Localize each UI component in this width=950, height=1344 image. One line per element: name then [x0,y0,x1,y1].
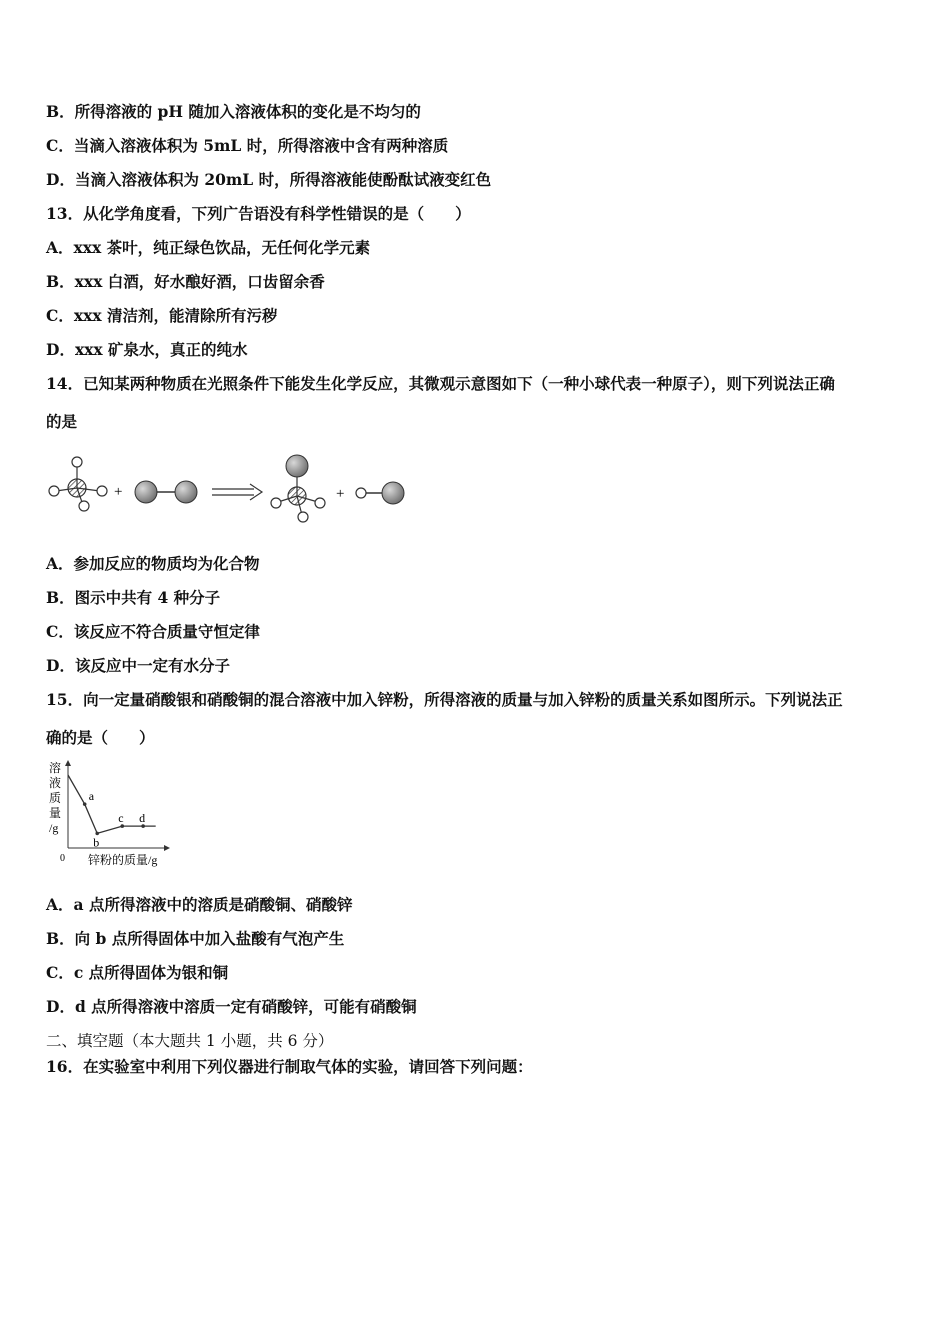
q15-option-a: A．a 点所得溶液中的溶质是硝酸铜、硝酸锌 [46,895,353,914]
reaction-arrow [212,484,262,500]
y-axis-label-char: 质 [49,791,62,805]
q14-option-a: A．参加反应的物质均为化合物 [46,554,260,573]
plus-sign-1: + [114,484,123,500]
q14-option-d: D．该反应中一定有水分子 [46,656,230,675]
q13-option-b: B．xxx 白酒，好水酿好酒，口齿留余香 [46,272,325,291]
q15-stem-line1: 15．向一定量硝酸银和硝酸铜的混合溶液中加入锌粉，所得溶液的质量与加入锌粉的质量关系如图所示。下列说法正 [46,690,843,709]
point-a [83,802,87,806]
point-label-b: b [93,835,100,850]
q14-stem-line1: 14．已知某两种物质在光照条件下能发生化学反应，其微观示意图如下（一种小球代表一种原子），则下列说法正确 [46,374,835,393]
y-axis-label-char: 液 [49,776,62,790]
x-axis-label: 锌粉的质量/g [88,853,158,867]
plus-sign-2: + [336,486,345,502]
q15-stem-line2: 确的是（ ） [46,728,155,747]
q12-option-c: C．当滴入溶液体积为 5mL 时，所得溶液中含有两种溶质 [46,136,449,155]
y-axis-arrow [65,760,71,766]
y-axis-label [49,760,61,835]
q14-option-c: C．该反应不符合质量守恒定律 [46,622,260,641]
y-axis-label-char: /g [49,821,59,835]
q13-option-a: A．xxx 茶叶，纯正绿色饮品，无任何化学元素 [46,238,371,257]
q12-option-b: B．所得溶液的 pH 随加入溶液体积的变化是不均匀的 [46,102,421,121]
q12-option-d: D．当滴入溶液体积为 20mL 时，所得溶液能使酚酞试液变红色 [46,170,492,189]
q15-option-b: B．向 b 点所得固体中加入盐酸有气泡产生 [46,929,345,948]
product-molecule-2 [356,482,404,504]
product-molecule-1 [271,455,325,522]
reactant-molecule-1 [49,457,107,511]
origin-label: 0 [60,853,65,864]
q13-stem: 13．从化学角度看，下列广告语没有科学性错误的是（ ） [46,204,471,223]
q13-option-c: C．xxx 清洁剂，能清除所有污秽 [46,306,278,325]
q13-option-d: D．xxx 矿泉水，真正的纯水 [46,340,248,359]
section-heading: 二、填空题（本大题共 1 小题，共 6 分） [46,1032,334,1050]
q15-option-c: C．c 点所得固体为银和铜 [46,963,229,982]
q15-line-chart [44,758,184,870]
y-axis-label-char: 量 [49,806,62,820]
x-axis-arrow [164,845,170,851]
q15-option-d: D．d 点所得溶液中溶质一定有硝酸锌，可能有硝酸铜 [46,997,417,1016]
reaction-diagram [40,448,420,528]
q14-stem-line2: 的是 [46,412,78,431]
point-label-c: c [118,811,124,826]
point-label-a: a [88,789,95,804]
q16-stem: 16．在实验室中利用下列仪器进行制取气体的实验，请回答下列问题： [46,1057,533,1076]
reactant-molecule-2 [135,481,197,503]
q14-option-b: B．图示中共有 4 种分子 [46,588,221,607]
point-label-d: d [139,811,146,826]
y-axis-label-char: 溶 [49,761,62,775]
